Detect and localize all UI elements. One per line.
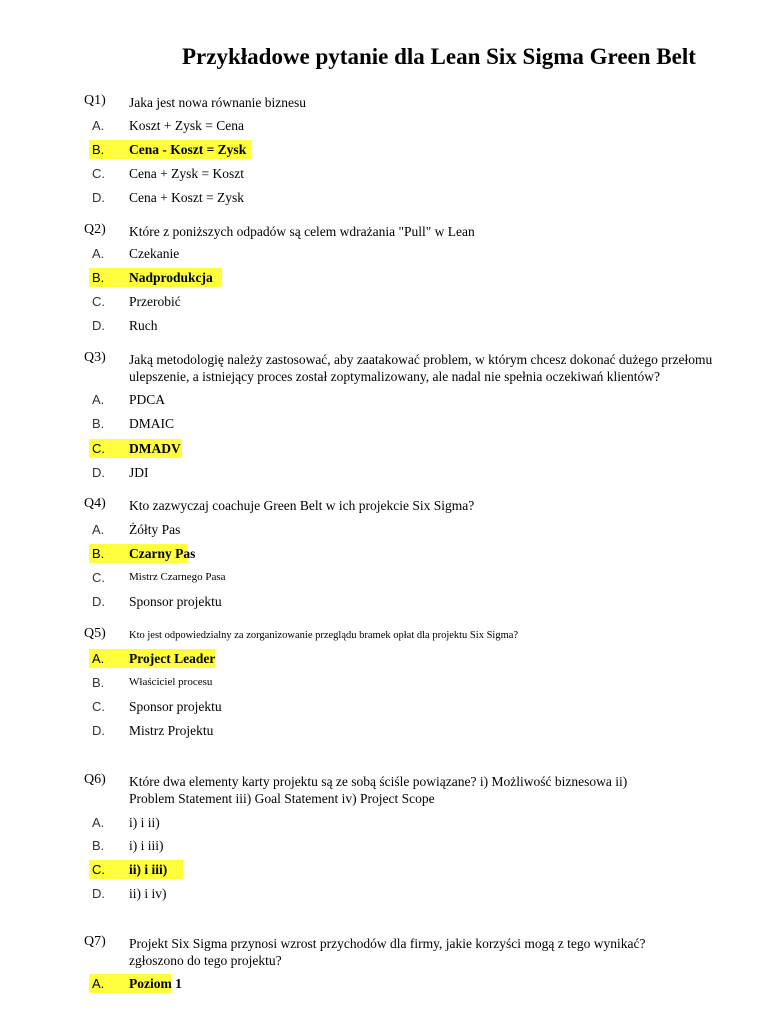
question-text-line-1: Które dwa elementy karty projektu są ze sobą ściśle powiązane? i) Możliwość biznesowa ii): [129, 774, 628, 789]
option-letter: D.: [92, 318, 105, 333]
option-letter: A.: [92, 522, 105, 537]
question-text: Kto jest odpowiedzialny za zorganizowanie przeglądu bramek opłat dla projektu Six Sigma?: [129, 630, 519, 641]
option-text: Ruch: [129, 318, 158, 333]
option-text: Cena + Zysk = Koszt: [129, 166, 244, 181]
question-number: Q7): [84, 934, 106, 949]
question-text-line-2: zgłoszono do tego projektu?: [129, 953, 282, 968]
option-text: ii) i iv): [129, 886, 167, 901]
question-number: Q5): [84, 626, 106, 641]
page-title: Przykładowe pytanie dla Lean Six Sigma Green Belt: [182, 44, 696, 69]
question-number: Q3): [84, 350, 106, 365]
option-text: JDI: [129, 465, 149, 480]
option-text: Żółty Pas: [129, 522, 181, 537]
option-letter: C.: [92, 699, 105, 714]
option-text: Przerobić: [129, 294, 181, 309]
question-number: Q6): [84, 772, 106, 787]
option-letter: B.: [92, 142, 105, 157]
option-text: ii) i iii): [129, 862, 168, 877]
option-text: Project Leader: [129, 651, 216, 666]
question-number: Q2): [84, 222, 106, 237]
option-text: Mistrz Czarnego Pasa: [129, 571, 226, 583]
option-text: i) i ii): [129, 815, 160, 830]
option-text: Poziom 1: [129, 976, 182, 991]
question-text: Jaka jest nowa równanie biznesu: [129, 95, 306, 110]
question-text-line-1: Projekt Six Sigma przynosi wzrost przychodów dla firmy, jakie korzyści mogą z tego wynikać?: [129, 936, 646, 951]
option-text: Cena - Koszt = Zysk: [129, 142, 247, 157]
option-text: i) i iii): [129, 838, 164, 853]
option-letter: C.: [92, 166, 105, 181]
option-text: Nadprodukcja: [129, 270, 213, 285]
option-letter: D.: [92, 594, 105, 609]
option-letter: D.: [92, 886, 105, 901]
option-text: Sponsor projektu: [129, 594, 222, 609]
option-letter: A.: [92, 392, 105, 407]
option-letter: A.: [92, 815, 105, 830]
question-text-line-2: Problem Statement iii) Goal Statement iv) Project Scope: [129, 791, 435, 806]
option-text: Koszt + Zysk = Cena: [129, 118, 244, 133]
option-letter: B.: [92, 675, 105, 690]
option-text: Właściciel procesu: [129, 676, 213, 688]
option-text: PDCA: [129, 392, 166, 407]
question-text: Kto zazwyczaj coachuje Green Belt w ich projekcie Six Sigma?: [129, 498, 475, 513]
option-text: Sponsor projektu: [129, 699, 222, 714]
question-text: [129, 773, 729, 807]
option-letter: D.: [92, 465, 105, 480]
option-text: Cena + Koszt = Zysk: [129, 190, 244, 205]
question-number: Q4): [84, 496, 106, 511]
option-letter: C.: [92, 294, 105, 309]
option-letter: B.: [92, 838, 105, 853]
option-text: Mistrz Projektu: [129, 723, 214, 738]
option-letter: D.: [92, 190, 105, 205]
option-letter: B.: [92, 270, 105, 285]
question-text: Które z poniższych odpadów są celem wdrażania "Pull" w Lean: [129, 224, 475, 239]
option-letter: B.: [92, 416, 105, 431]
option-letter: B.: [92, 546, 105, 561]
option-letter: A.: [92, 976, 105, 991]
option-text: Czarny Pas: [129, 546, 196, 561]
option-letter: A.: [92, 246, 105, 261]
question-text: [129, 935, 729, 969]
option-letter: D.: [92, 723, 105, 738]
option-letter: A.: [92, 651, 105, 666]
option-letter: C.: [92, 570, 105, 585]
question-text-line-2: ulepszenie, a istniejący proces został zoptymalizowany, ale nadal nie spełnia oczekiwań klientów?: [129, 369, 661, 384]
question-text: [129, 351, 729, 385]
option-text: DMADV: [129, 441, 181, 456]
question-number: Q1): [84, 93, 106, 108]
option-text: Czekanie: [129, 246, 180, 261]
question-text-line-1: Jaką metodologię należy zastosować, aby zaatakować problem, w którym chcesz dokonać dużego przełomu: [129, 352, 713, 367]
option-letter: C.: [92, 441, 105, 456]
option-letter: A.: [92, 118, 105, 133]
option-letter: C.: [92, 862, 105, 877]
option-text: DMAIC: [129, 416, 175, 431]
